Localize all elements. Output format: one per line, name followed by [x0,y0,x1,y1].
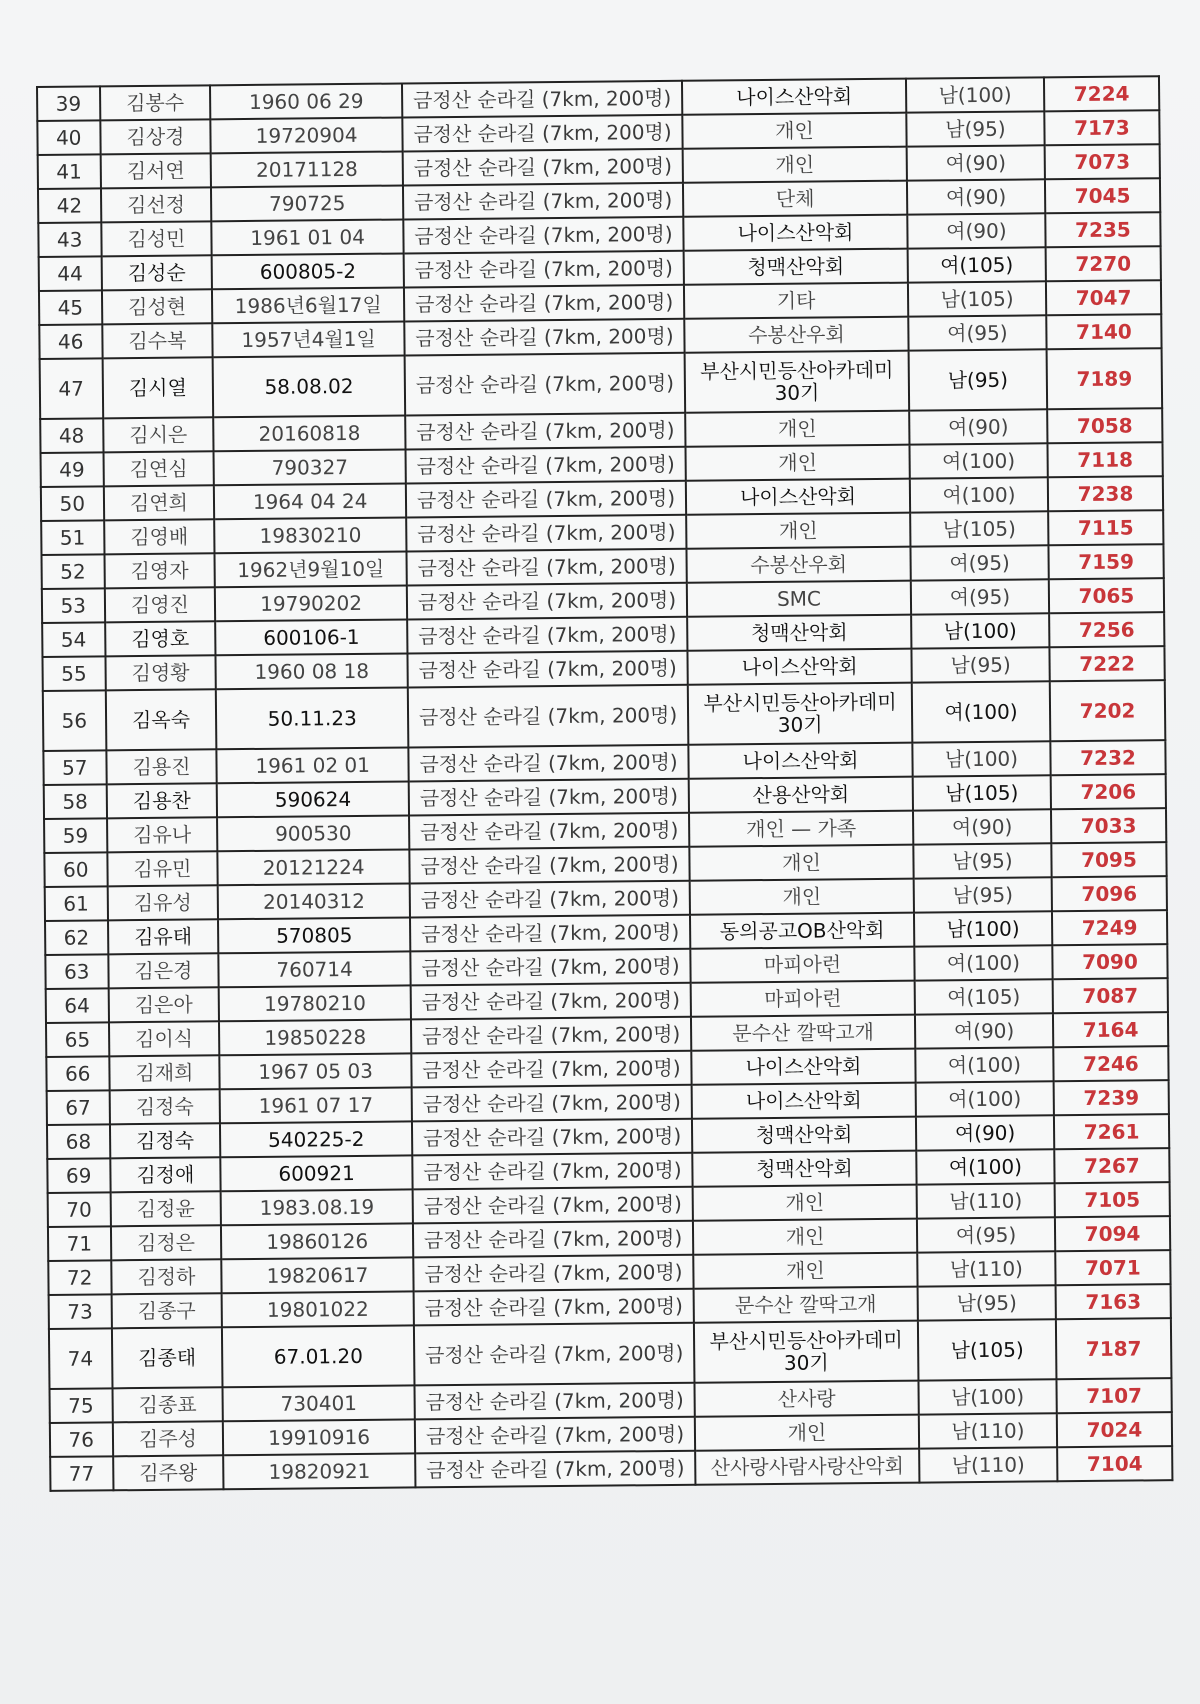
club-name: 청맥산악회 [692,1151,916,1187]
bib-number: 7173 [1044,110,1159,145]
club-name: 나이스산악회 [691,1049,915,1085]
club-name: 개인 [685,411,909,447]
row-number: 62 [45,920,108,955]
participant-name: 김용찬 [106,783,217,818]
bib-number: 7024 [1057,1412,1172,1447]
course-name: 금정산 순라길 (7km, 200명) [410,881,691,918]
participant-name: 김유나 [107,817,218,852]
course-name: 금정산 순라길 (7km, 200명) [413,1255,694,1292]
birth-date: 20160818 [214,415,406,451]
birth-date: 540225-2 [220,1121,412,1157]
shirt-size: 여(90) [907,213,1045,248]
birth-date: 58.08.02 [213,355,405,417]
participant-name: 김수복 [102,323,213,358]
row-number: 46 [39,324,102,359]
shirt-size: 남(105) [913,775,1051,810]
bib-number: 7047 [1046,280,1161,315]
shirt-size: 남(95) [909,349,1048,410]
birth-date: 20171128 [211,151,403,187]
shirt-size: 여(90) [913,809,1051,844]
course-name: 금정산 순라길 (7km, 200명) [411,1017,692,1054]
shirt-size: 여(100) [914,945,1052,980]
shirt-size: 여(100) [910,477,1048,512]
course-name: 금정산 순라길 (7km, 200명) [406,549,687,586]
row-number: 64 [46,988,109,1023]
participant-name: 김영황 [105,655,216,690]
row-number: 40 [37,120,100,155]
participant-name: 김정숙 [109,1123,220,1158]
birth-date: 760714 [219,951,411,987]
birth-date: 1986년6월17일 [212,287,404,323]
participant-name: 김정숙 [109,1089,220,1124]
birth-date: 1967 05 03 [220,1053,412,1089]
birth-date: 19910916 [223,1419,415,1455]
row-number: 49 [41,452,104,487]
participant-name: 김옥숙 [105,689,216,750]
birth-date: 600805-2 [212,253,404,289]
table-row [40,348,1163,419]
birth-date: 67.01.20 [222,1325,414,1387]
course-name: 금정산 순라길 (7km, 200명) [405,353,686,416]
table-row [43,680,1166,751]
birth-date: 19850228 [219,1019,411,1055]
shirt-size: 여(90) [907,179,1045,214]
birth-date: 790725 [211,185,403,221]
row-number: 41 [38,154,101,189]
course-name: 금정산 순라길 (7km, 200명) [413,1289,694,1326]
row-number: 73 [49,1294,112,1329]
course-name: 금정산 순라길 (7km, 200명) [415,1417,696,1454]
participant-name: 김봉수 [100,85,211,120]
participant-name: 김영배 [104,519,215,554]
participant-name: 김시열 [102,357,213,418]
birth-date: 1961 02 01 [217,747,409,783]
course-name: 금정산 순라길 (7km, 200명) [402,81,683,118]
birth-date: 19820921 [224,1453,416,1489]
course-name: 금정산 순라길 (7km, 200명) [413,1221,694,1258]
course-name: 금정산 순라길 (7km, 200명) [403,183,684,220]
participant-name: 김연심 [103,451,214,486]
course-name: 금정산 순라길 (7km, 200명) [410,915,691,952]
bib-number: 7140 [1046,314,1161,349]
participant-name: 김유태 [108,919,219,954]
participant-name: 김정윤 [110,1191,221,1226]
participant-name: 김선정 [100,187,211,222]
participant-name: 김서연 [100,153,211,188]
bib-number: 7115 [1048,510,1163,545]
shirt-size: 여(95) [910,545,1048,580]
bib-number: 7095 [1051,842,1166,877]
birth-date: 19801022 [222,1291,414,1327]
course-name: 금정산 순라길 (7km, 200명) [407,583,688,620]
bib-number: 7235 [1045,212,1160,247]
bib-number: 7249 [1052,910,1167,945]
row-number: 61 [45,886,108,921]
club-name: 나이스산악회 [683,215,907,251]
bib-number: 7065 [1049,578,1164,613]
course-name: 금정산 순라길 (7km, 200명) [407,617,688,654]
row-number: 67 [47,1090,110,1125]
row-number: 52 [42,554,105,589]
birth-date: 1962년9월10일 [215,551,407,587]
bib-number: 7073 [1045,144,1160,179]
row-number: 50 [41,486,104,521]
bib-number: 7238 [1048,476,1163,511]
shirt-size: 여(100) [916,1081,1054,1116]
bib-number: 7118 [1047,442,1162,477]
shirt-size: 여(90) [909,409,1047,444]
row-number: 66 [46,1056,109,1091]
club-name: 수봉산우회 [684,317,908,353]
club-name: 개인 [682,113,906,149]
row-number: 42 [38,188,101,223]
bib-number: 7094 [1055,1216,1170,1251]
shirt-size: 여(105) [908,247,1046,282]
course-name: 금정산 순라길 (7km, 200명) [413,1187,694,1224]
bib-number: 7164 [1053,1012,1168,1047]
club-name: 개인 [686,513,910,549]
club-name: 마피아런 [690,947,914,983]
shirt-size: 여(90) [916,1115,1054,1150]
club-name: 개인 [689,845,913,881]
course-name: 금정산 순라길 (7km, 200명) [409,779,690,816]
club-name: 동의공고OB산악회 [690,913,914,949]
club-name: 부산시민등산아카데미 30기 [694,1321,918,1383]
club-name: 나이스산악회 [692,1083,916,1119]
course-name: 금정산 순라길 (7km, 200명) [412,1085,693,1122]
row-number: 44 [39,256,102,291]
bib-number: 7239 [1054,1080,1169,1115]
participant-name: 김영진 [104,587,215,622]
club-name: 단체 [683,181,907,217]
club-name: 산용산악회 [689,777,913,813]
bib-number: 7224 [1044,76,1159,111]
shirt-size: 남(100) [911,613,1049,648]
club-name: 부산시민등산아카데미 30기 [688,683,912,745]
participant-name: 김영자 [104,553,215,588]
shirt-size: 남(105) [918,1319,1057,1380]
shirt-size: 여(95) [917,1217,1055,1252]
birth-date: 19830210 [215,517,407,553]
row-number: 75 [50,1388,113,1423]
club-name: 나이스산악회 [688,743,912,779]
club-name: 개인 [686,445,910,481]
shirt-size: 남(110) [919,1413,1057,1448]
bib-number: 7087 [1053,978,1168,1013]
shirt-size: 여(95) [911,579,1049,614]
club-name: 마피아런 [691,981,915,1017]
bib-number: 7232 [1050,740,1165,775]
course-name: 금정산 순라길 (7km, 200명) [412,1153,693,1190]
shirt-size: 남(110) [917,1251,1055,1286]
bib-number: 7222 [1049,646,1164,681]
bib-number: 7202 [1050,680,1166,741]
club-name: 산사랑 [695,1381,919,1417]
course-name: 금정산 순라길 (7km, 200명) [402,115,683,152]
birth-date: 19780210 [219,985,411,1021]
club-name: 개인 [693,1185,917,1221]
course-name: 금정산 순라길 (7km, 200명) [404,319,685,356]
shirt-size: 여(90) [915,1013,1053,1048]
row-number: 69 [47,1158,110,1193]
birth-date: 19820617 [222,1257,414,1293]
row-number: 57 [43,750,106,785]
row-number: 53 [42,588,105,623]
birth-date: 1957년4월1일 [213,321,405,357]
course-name: 금정산 순라길 (7km, 200명) [411,983,692,1020]
club-name: 수봉산우회 [687,547,911,583]
participant-name: 김종표 [112,1387,223,1422]
bib-number: 7071 [1055,1250,1170,1285]
course-name: 금정산 순라길 (7km, 200명) [414,1383,695,1420]
club-name: 부산시민등산아카데미 30기 [685,351,909,413]
course-name: 금정산 순라길 (7km, 200명) [409,847,690,884]
participant-name: 김성민 [101,221,212,256]
table-row [49,1318,1172,1389]
shirt-size: 여(100) [912,681,1051,742]
bib-number: 7045 [1045,178,1160,213]
birth-date: 1960 08 18 [216,653,408,689]
birth-date: 600106-1 [216,619,408,655]
participant-name: 김유민 [107,851,218,886]
birth-date: 1961 01 04 [212,219,404,255]
club-name: 나이스산악회 [688,649,912,685]
row-number: 71 [48,1226,111,1261]
course-name: 금정산 순라길 (7km, 200명) [406,481,687,518]
row-number: 56 [43,690,106,751]
row-number: 60 [44,852,107,887]
participant-name: 김종구 [111,1293,222,1328]
shirt-size: 남(95) [911,647,1049,682]
row-number: 76 [50,1422,113,1457]
row-number: 54 [42,622,105,657]
birth-date: 50.11.23 [216,687,408,749]
club-name: 개인 [690,879,914,915]
participant-name: 김상경 [100,119,211,154]
course-name: 금정산 순라길 (7km, 200명) [408,685,689,748]
birth-date: 900530 [217,815,409,851]
course-name: 금정산 순라길 (7km, 200명) [403,149,684,186]
club-name: 개인 [695,1415,919,1451]
birth-date: 1964 04 24 [214,483,406,519]
bib-number: 7163 [1056,1284,1171,1319]
shirt-size: 여(100) [909,443,1047,478]
shirt-size: 여(95) [908,315,1046,350]
birth-date: 790327 [214,449,406,485]
row-number: 45 [39,290,102,325]
bib-number: 7256 [1049,612,1164,647]
bib-number: 7159 [1048,544,1163,579]
shirt-size: 남(100) [906,77,1044,112]
row-number: 68 [47,1124,110,1159]
participant-name: 김용진 [106,749,217,784]
club-name: 개인 [683,147,907,183]
club-name: 산사랑사람사랑산악회 [695,1449,919,1485]
participant-name: 김종태 [111,1327,222,1388]
row-number: 59 [44,818,107,853]
shirt-size: 여(100) [915,1047,1053,1082]
birth-date: 19860126 [221,1223,413,1259]
bib-number: 7187 [1056,1318,1172,1379]
shirt-size: 남(100) [918,1379,1056,1414]
participant-name: 김성현 [101,289,212,324]
participant-name: 김은경 [108,953,219,988]
birth-date: 600921 [221,1155,413,1191]
club-name: 개인 [693,1253,917,1289]
birth-date: 19790202 [215,585,407,621]
participant-name: 김영호 [105,621,216,656]
club-name: 개인 — 가족 [689,811,913,847]
course-name: 금정산 순라길 (7km, 200명) [406,515,687,552]
club-name: 개인 [693,1219,917,1255]
row-number: 63 [45,954,108,989]
shirt-size: 남(105) [910,511,1048,546]
row-number: 70 [48,1192,111,1227]
participant-name: 김재희 [109,1055,220,1090]
participant-name: 김주왕 [113,1455,224,1490]
course-name: 금정산 순라길 (7km, 200명) [405,447,686,484]
shirt-size: 여(90) [907,145,1045,180]
row-number: 65 [46,1022,109,1057]
participant-name: 김시은 [103,417,214,452]
course-name: 금정산 순라길 (7km, 200명) [404,251,685,288]
participant-name: 김은아 [108,987,219,1022]
course-name: 금정산 순라길 (7km, 200명) [412,1119,693,1156]
shirt-size: 남(100) [914,911,1052,946]
row-number: 77 [50,1456,113,1491]
shirt-size: 남(100) [912,741,1050,776]
bib-number: 7058 [1047,408,1162,443]
club-name: 청맥산악회 [684,249,908,285]
bib-number: 7267 [1054,1148,1169,1183]
club-name: 문수산 깔딱고개 [691,1015,915,1051]
birth-date: 20121224 [218,849,410,885]
course-name: 금정산 순라길 (7km, 200명) [409,813,690,850]
row-number: 58 [44,784,107,819]
bib-number: 7090 [1052,944,1167,979]
bib-number: 7104 [1057,1446,1172,1481]
birth-date: 20140312 [218,883,410,919]
course-name: 금정산 순라길 (7km, 200명) [414,1323,695,1386]
row-number: 47 [40,358,103,419]
shirt-size: 남(110) [919,1447,1057,1482]
birth-date: 590624 [217,781,409,817]
shirt-size: 여(100) [916,1149,1054,1184]
bib-number: 7246 [1053,1046,1168,1081]
shirt-size: 남(95) [917,1285,1055,1320]
course-name: 금정산 순라길 (7km, 200명) [403,217,684,254]
club-name: 나이스산악회 [682,79,906,115]
shirt-size: 남(110) [917,1183,1055,1218]
row-number: 72 [48,1260,111,1295]
row-number: 51 [41,520,104,555]
course-name: 금정산 순라길 (7km, 200명) [415,1451,696,1488]
course-name: 금정산 순라길 (7km, 200명) [405,413,686,450]
participant-table-body [37,76,1172,1491]
birth-date: 1960 06 29 [210,83,402,119]
bib-number: 7105 [1055,1182,1170,1217]
row-number: 48 [40,418,103,453]
course-name: 금정산 순라길 (7km, 200명) [407,651,688,688]
participant-name: 김주성 [112,1421,223,1456]
bib-number: 7189 [1047,348,1163,409]
participant-table [36,75,1173,1492]
birth-date: 570805 [218,917,410,953]
club-name: 청맥산악회 [687,615,911,651]
bib-number: 7270 [1046,246,1161,281]
course-name: 금정산 순라길 (7km, 200명) [404,285,685,322]
participant-name: 김성순 [101,255,212,290]
shirt-size: 남(95) [914,877,1052,912]
row-number: 43 [38,222,101,257]
club-name: 나이스산악회 [686,479,910,515]
course-name: 금정산 순라길 (7km, 200명) [410,949,691,986]
participant-name: 김정애 [110,1157,221,1192]
shirt-size: 여(105) [915,979,1053,1014]
club-name: 기타 [684,283,908,319]
club-name: 청맥산악회 [692,1117,916,1153]
club-name: SMC [687,581,911,617]
bib-number: 7096 [1052,876,1167,911]
bib-number: 7107 [1056,1378,1171,1413]
participant-name: 김유성 [107,885,218,920]
course-name: 금정산 순라길 (7km, 200명) [408,745,689,782]
shirt-size: 남(95) [906,111,1044,146]
bib-number: 7261 [1054,1114,1169,1149]
birth-date: 19720904 [211,117,403,153]
course-name: 금정산 순라길 (7km, 200명) [411,1051,692,1088]
participant-name: 김연희 [103,485,214,520]
participant-name: 김이식 [108,1021,219,1056]
bib-number: 7206 [1051,774,1166,809]
club-name: 문수산 깔딱고개 [694,1287,918,1323]
participant-name: 김정은 [110,1225,221,1260]
bib-number: 7033 [1051,808,1166,843]
birth-date: 1983.08.19 [221,1189,413,1225]
birth-date: 1961 07 17 [220,1087,412,1123]
participant-name: 김정하 [111,1259,222,1294]
row-number: 39 [37,86,100,121]
shirt-size: 남(105) [908,281,1046,316]
row-number: 55 [42,656,105,691]
row-number: 74 [49,1328,112,1389]
birth-date: 730401 [223,1385,415,1421]
shirt-size: 남(95) [913,843,1051,878]
